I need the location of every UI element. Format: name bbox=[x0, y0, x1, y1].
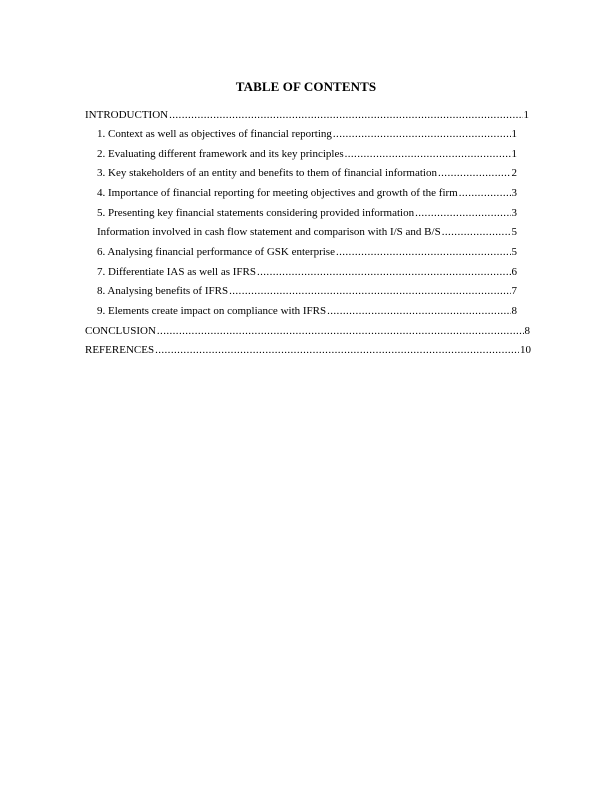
dot-leader bbox=[257, 265, 511, 279]
toc-entry-5[interactable] bbox=[97, 206, 517, 220]
toc-entry-page: 1 bbox=[523, 109, 529, 121]
dot-leader bbox=[336, 245, 511, 259]
toc-entry-page: 5 bbox=[511, 246, 517, 258]
dot-leader bbox=[157, 324, 524, 338]
dot-leader bbox=[229, 284, 510, 298]
toc-entry-label: Information involved in cash flow statement and comparison with I/S and B/S bbox=[97, 226, 441, 238]
toc-entry-label: 6. Analysing financial performance of GSK enterprise bbox=[97, 246, 335, 258]
dot-leader bbox=[169, 108, 522, 122]
dot-leader bbox=[327, 304, 510, 318]
dot-leader bbox=[442, 225, 511, 239]
toc-entry-label: 1. Context as well as objectives of financial reporting bbox=[97, 128, 332, 140]
dot-leader bbox=[438, 166, 511, 180]
toc-entry-label: REFERENCES bbox=[85, 344, 155, 356]
toc-entry-conclusion[interactable] bbox=[85, 324, 530, 338]
dot-leader bbox=[345, 147, 511, 161]
page-title: TABLE OF CONTENTS bbox=[235, 79, 377, 94]
dot-leader bbox=[415, 206, 510, 220]
dot-leader bbox=[155, 343, 519, 357]
toc-entry-label: CONCLUSION bbox=[85, 325, 156, 337]
toc-entry-7[interactable] bbox=[97, 265, 517, 279]
toc-entry-label: 2. Evaluating different framework and its key principles bbox=[97, 148, 344, 160]
toc-entry-label: 3. Key stakeholders of an entity and benefits to them of financial information bbox=[97, 167, 437, 179]
toc-entry-4[interactable] bbox=[97, 186, 517, 200]
toc-entry-page: 8 bbox=[524, 325, 530, 337]
toc-entry-page: 2 bbox=[511, 167, 517, 179]
toc-entry-9[interactable] bbox=[97, 304, 517, 318]
dot-leader bbox=[333, 127, 511, 141]
toc-entry-6[interactable] bbox=[97, 245, 517, 259]
toc-entry-page: 3 bbox=[511, 187, 517, 199]
toc-entry-label: 4. Importance of financial reporting for meeting objectives and growth of the firm bbox=[97, 187, 458, 199]
toc-entry-page: 7 bbox=[511, 285, 517, 297]
toc-entry-page: 1 bbox=[511, 148, 517, 160]
toc-entry-3[interactable] bbox=[97, 166, 517, 180]
toc-entry-8[interactable] bbox=[97, 284, 517, 298]
toc-entry-label: INTRODUCTION bbox=[85, 109, 169, 121]
toc-entry-page: 3 bbox=[511, 207, 517, 219]
toc-entry-cash-flow[interactable] bbox=[97, 225, 517, 239]
toc-entry-2[interactable] bbox=[97, 147, 517, 161]
toc-entry-references[interactable] bbox=[85, 343, 531, 357]
dot-leader bbox=[459, 186, 511, 200]
toc-entry-page: 8 bbox=[511, 305, 517, 317]
toc-entry-label: 9. Elements create impact on compliance with IFRS bbox=[97, 305, 327, 317]
toc-entry-page: 6 bbox=[511, 266, 517, 278]
toc-entry-introduction[interactable] bbox=[85, 108, 529, 122]
toc-entry-label: 8. Analysing benefits of IFRS bbox=[97, 285, 229, 297]
toc-entry-1[interactable] bbox=[97, 127, 517, 141]
toc-entry-label: 7. Differentiate IAS as well as IFRS bbox=[97, 266, 256, 278]
toc-entry-label: 5. Presenting key financial statements considering provided information bbox=[97, 207, 415, 219]
toc-entry-page: 10 bbox=[520, 344, 531, 356]
toc-entry-page: 1 bbox=[511, 128, 517, 140]
toc-entry-page: 5 bbox=[511, 226, 517, 238]
